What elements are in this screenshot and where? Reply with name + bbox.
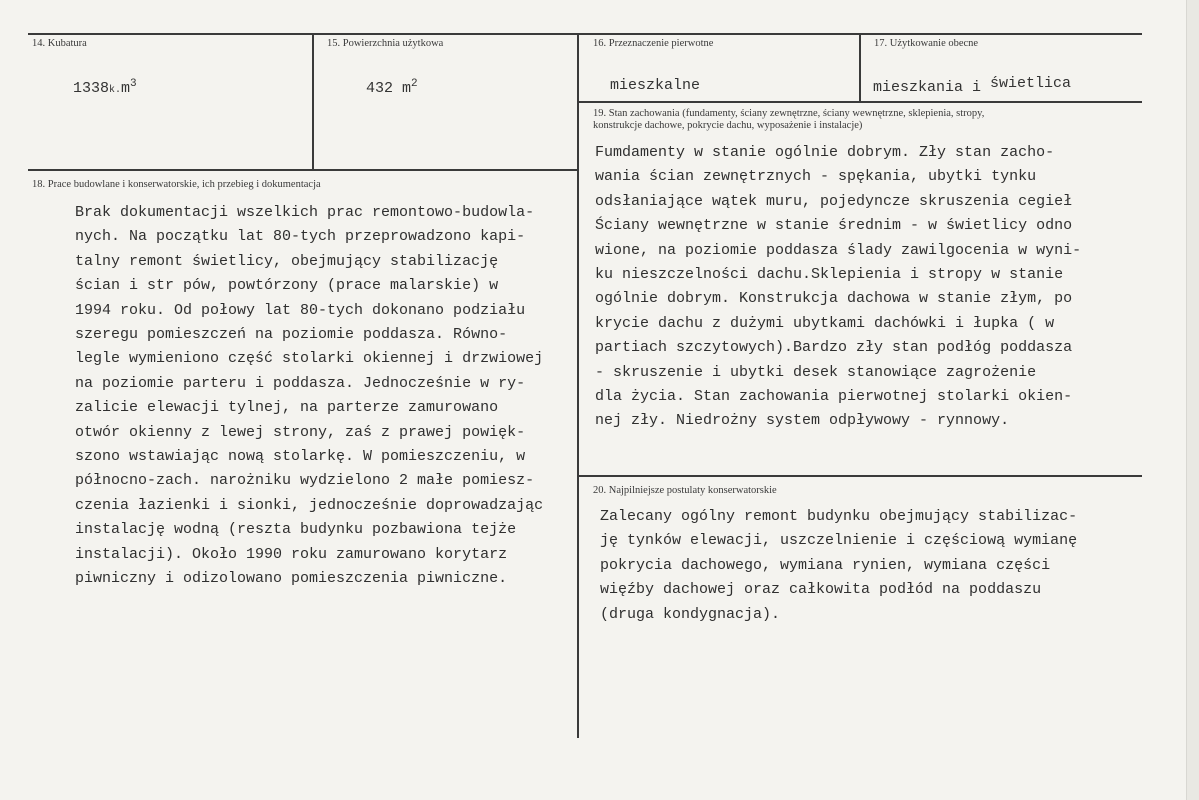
works-line: 1994 roku. Od połowy lat 80-tych dokonano podziału (75, 301, 526, 319)
works-line: szono wstawiając nową stolarkę. W pomieszczeniu, w (75, 448, 526, 466)
state-line: Ściany wewnętrzne w stanie średnim - w świetlicy odno (595, 217, 1073, 235)
center-divider (577, 33, 579, 738)
state-line: ogólnie dobrym. Konstrukcja dachowa w stanie złym, po (595, 290, 1073, 308)
works-line: na poziomie parteru i poddasza. Jednocześnie w ry- (75, 374, 526, 392)
works-line: szeregu pomieszczeń na poziomie poddasza. Równo- (75, 326, 508, 344)
works-line: instalacji). Około 1990 roku zamurowano korytarz (75, 545, 508, 563)
area-exponent: 2 (411, 78, 418, 90)
rule-below-16-17 (577, 101, 1142, 103)
field-19-text (595, 141, 1081, 434)
postulate-line: Zalecany ogólny remont budynku obejmujący stabilizac- (600, 508, 1078, 525)
top-rule (28, 33, 1142, 35)
cubature-number: 1338 (73, 80, 110, 97)
works-line: ścian i str pów, powtórzony (prace malarskie) w (75, 277, 499, 295)
state-line: wione, na poziomie poddasza ślady zawilgocenia w wyni- (595, 241, 1082, 259)
postulate-line: więźby dachowej oraz całkowita podłód na poddaszu (600, 581, 1042, 599)
field-20-label: 20. Najpilniejsze postulaty konserwatorskie (593, 485, 777, 496)
state-line: ku nieszczelności dachu.Sklepienia i stropy w stanie (595, 266, 1064, 284)
cubature-unit-prefix: k. (109, 85, 122, 96)
works-line: otwór okienny z lewej strony, zaś z prawej powięk- (75, 423, 526, 441)
works-line: Brak dokumentacji wszelkich prac remontowo-budowla- (75, 204, 535, 221)
field-19-label-line2: konstrukcje dachowe, pokrycie dachu, wyposażenie i instalacje) (593, 120, 863, 131)
field-14-value (73, 78, 137, 97)
current-use-part-b: świetlica (990, 75, 1072, 92)
field-19-label (593, 108, 1138, 132)
divider-14-15 (312, 33, 314, 170)
field-17-value (873, 75, 1072, 96)
state-line: odsłaniające wątek muru, pojedyncze skruszenia cegieł (595, 192, 1073, 210)
works-line: północno-zach. narożniku wydzielono 2 małe pomiesz- (75, 472, 535, 490)
works-line: talny remont świetlicy, obejmujący stabilizację (75, 252, 499, 270)
works-line: legle wymieniono część stolarki okiennej i drzwiowej (75, 350, 544, 368)
works-line: piwniczny i odizolowano pomieszczenia piwniczne. (75, 570, 508, 588)
works-line: instalację wodną (reszta budynku pozbawiona tejże (75, 521, 517, 539)
state-line: partiach szczytowych).Bardzo zły stan podłóg poddasza (595, 339, 1073, 357)
works-line: zalicie elewacji tylnej, na parterze zamurowano (75, 399, 499, 417)
field-16-value: mieszkalne (610, 77, 701, 94)
state-line: wania ścian zewnętrznych - spękania, ubytki tynku (595, 168, 1037, 186)
rule-below-14-15 (28, 169, 579, 171)
state-line: nej zły. Niedrożny system odpływowy - rynnowy. (595, 412, 1010, 430)
state-line: - skruszenie i ubytki desek stanowiące zagrożenie (595, 363, 1037, 381)
field-16-label: 16. Przeznaczenie pierwotne (593, 38, 714, 49)
field-19-label-line1: 19. Stan zachowania (fundamenty, ściany zewnętrzne, ściany wewnętrzne, sklepienia, stropy, (593, 108, 985, 119)
state-line: dla życia. Stan zachowania pierwotnej stolarki okien- (595, 388, 1073, 406)
state-line: krycie dachu z dużymi ubytkami dachówki i łupka ( w (595, 314, 1055, 332)
area-value: 432 m (366, 80, 412, 97)
card-right-edge (1186, 0, 1199, 800)
field-18-label: 18. Prace budowlane i konserwatorskie, ich przebieg i dokumentacja (32, 179, 321, 190)
works-line: czenia łazienki i sionki, jednocześnie doprowadzając (75, 496, 544, 514)
state-line: Fumdamenty w stanie ogólnie dobrym. Zły stan zacho- (595, 144, 1055, 161)
field-15-value (366, 78, 418, 97)
field-14-label: 14. Kubatura (32, 38, 87, 49)
postulate-line: pokrycia dachowego, wymiana rynien, wymiana części (600, 556, 1051, 574)
cubature-exponent: 3 (130, 78, 137, 90)
field-17-label: 17. Użytkowanie obecne (874, 38, 979, 49)
works-line: nych. Na początku lat 80-tych przeprowadzono kapi- (75, 228, 526, 246)
postulate-line: (druga kondygnacja). (600, 605, 781, 623)
divider-16-17 (859, 33, 861, 102)
cubature-unit: m (121, 80, 131, 97)
field-18-text (75, 201, 543, 592)
field-20-text (600, 505, 1077, 627)
rule-above-20 (577, 475, 1142, 477)
current-use-part-a: mieszkania i (873, 79, 991, 96)
postulate-line: ję tynków elewacji, uszczelnienie i częściową wymianę (600, 532, 1078, 550)
field-15-label: 15. Powierzchnia użytkowa (327, 38, 444, 49)
